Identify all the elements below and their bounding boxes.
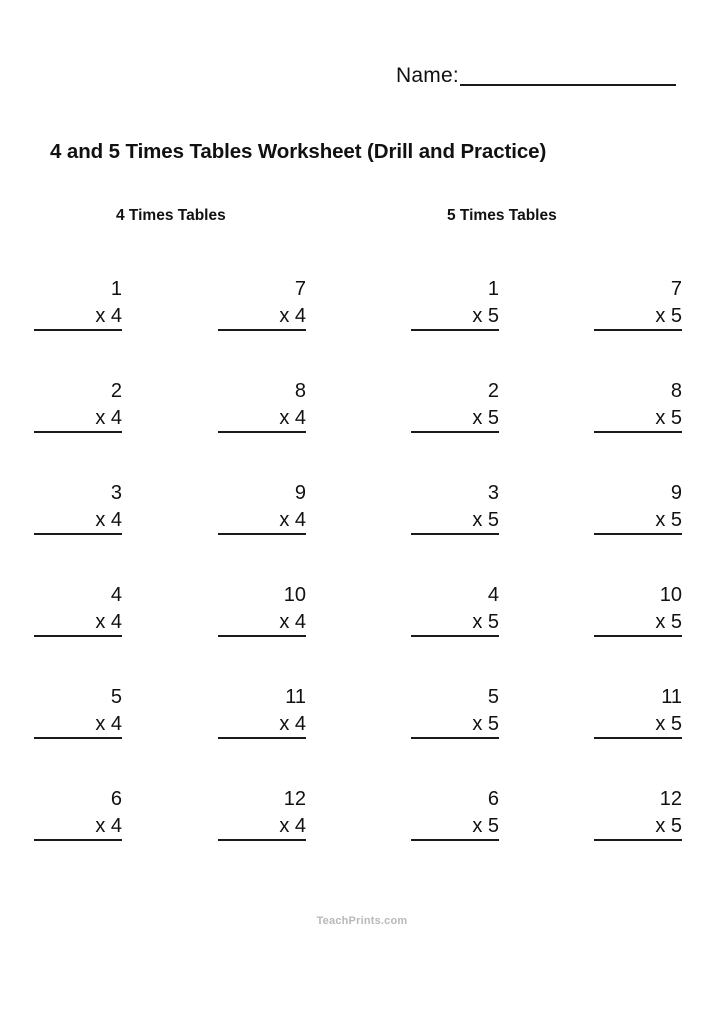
problem-item <box>594 380 716 433</box>
problem-operand-top: 7 <box>670 278 682 300</box>
problem-item <box>34 380 156 433</box>
problem-item <box>218 278 340 331</box>
problem-operand-top: 8 <box>670 380 682 402</box>
answer-rule[interactable] <box>411 431 499 433</box>
problem-operand-top: 2 <box>487 380 499 402</box>
problem-operand-top: 9 <box>670 482 682 504</box>
answer-rule[interactable] <box>411 533 499 535</box>
problem-row <box>0 584 724 686</box>
answer-rule[interactable] <box>34 533 122 535</box>
problem-operand-top: 12 <box>659 788 682 810</box>
problem-operand-top: 10 <box>283 584 306 606</box>
problem-operand-top: 3 <box>110 482 122 504</box>
answer-rule[interactable] <box>34 737 122 739</box>
problem-item <box>594 278 716 331</box>
problem-item <box>411 584 533 637</box>
problem-operand-top: 9 <box>294 482 306 504</box>
name-field-row <box>396 64 676 86</box>
answer-rule[interactable] <box>218 329 306 331</box>
answer-rule[interactable] <box>594 635 682 637</box>
problem-operand-bottom: x 5 <box>655 509 682 531</box>
problem-operand-top: 5 <box>487 686 499 708</box>
answer-rule[interactable] <box>218 839 306 841</box>
problem-operand-top: 3 <box>487 482 499 504</box>
problem-operand-bottom: x 4 <box>279 713 306 735</box>
problem-operand-bottom: x 5 <box>472 815 499 837</box>
problem-item <box>34 584 156 637</box>
page-title: 4 and 5 Times Tables Worksheet (Drill and Practice) <box>50 140 547 163</box>
problem-item <box>34 686 156 739</box>
problem-operand-top: 1 <box>110 278 122 300</box>
footer-brand: TeachPrints.com <box>316 915 408 927</box>
section-heading-5-times-tables: 5 Times Tables <box>447 207 557 224</box>
problem-operand-bottom: x 4 <box>95 305 122 327</box>
problem-operand-top: 4 <box>110 584 122 606</box>
problem-item <box>34 482 156 535</box>
problem-row <box>0 482 724 584</box>
answer-rule[interactable] <box>218 533 306 535</box>
answer-rule[interactable] <box>594 737 682 739</box>
problem-operand-bottom: x 4 <box>279 305 306 327</box>
problem-operand-top: 11 <box>661 686 682 708</box>
answer-rule[interactable] <box>218 737 306 739</box>
problem-operand-bottom: x 5 <box>472 509 499 531</box>
problem-operand-top: 5 <box>110 686 122 708</box>
problem-operand-bottom: x 5 <box>655 815 682 837</box>
problem-operand-bottom: x 5 <box>655 611 682 633</box>
answer-rule[interactable] <box>594 431 682 433</box>
problem-operand-top: 1 <box>487 278 499 300</box>
answer-rule[interactable] <box>594 533 682 535</box>
answer-rule[interactable] <box>411 839 499 841</box>
problem-item <box>411 380 533 433</box>
problem-operand-top: 6 <box>487 788 499 810</box>
answer-rule[interactable] <box>34 635 122 637</box>
problem-operand-bottom: x 4 <box>279 509 306 531</box>
problem-operand-bottom: x 4 <box>279 611 306 633</box>
name-write-in-blank[interactable] <box>460 64 676 86</box>
problem-row <box>0 686 724 788</box>
problem-operand-bottom: x 5 <box>472 407 499 429</box>
problem-operand-top: 12 <box>283 788 306 810</box>
problem-operand-bottom: x 4 <box>95 713 122 735</box>
problem-item <box>218 482 340 535</box>
problem-operand-top: 6 <box>110 788 122 810</box>
problem-item <box>218 584 340 637</box>
problem-operand-bottom: x 4 <box>95 509 122 531</box>
answer-rule[interactable] <box>218 431 306 433</box>
problem-operand-bottom: x 5 <box>472 713 499 735</box>
problem-operand-top: 10 <box>659 584 682 606</box>
problem-item <box>594 584 716 637</box>
problem-operand-top: 7 <box>294 278 306 300</box>
problem-operand-top: 8 <box>294 380 306 402</box>
problem-operand-bottom: x 5 <box>655 305 682 327</box>
name-label: Name: <box>396 64 459 87</box>
answer-rule[interactable] <box>218 635 306 637</box>
answer-rule[interactable] <box>594 329 682 331</box>
answer-rule[interactable] <box>411 635 499 637</box>
problem-item <box>218 788 340 841</box>
problem-item <box>218 380 340 433</box>
problem-row <box>0 788 724 890</box>
problem-operand-bottom: x 5 <box>655 407 682 429</box>
problem-operand-top: 2 <box>110 380 122 402</box>
problem-operand-bottom: x 5 <box>472 305 499 327</box>
problem-item <box>34 278 156 331</box>
problem-item <box>411 482 533 535</box>
answer-rule[interactable] <box>34 839 122 841</box>
problem-item <box>594 686 716 739</box>
problem-operand-bottom: x 5 <box>472 611 499 633</box>
problem-grid <box>0 278 724 890</box>
answer-rule[interactable] <box>411 737 499 739</box>
problem-item <box>594 788 716 841</box>
problem-item <box>411 278 533 331</box>
problem-row <box>0 278 724 380</box>
problem-operand-bottom: x 4 <box>95 611 122 633</box>
problem-item <box>594 482 716 535</box>
problem-item <box>411 788 533 841</box>
answer-rule[interactable] <box>411 329 499 331</box>
section-heading-4-times-tables: 4 Times Tables <box>116 207 226 224</box>
problem-item <box>218 686 340 739</box>
problem-operand-bottom: x 5 <box>655 713 682 735</box>
problem-operand-bottom: x 4 <box>95 407 122 429</box>
answer-rule[interactable] <box>34 329 122 331</box>
section-heading-row <box>0 207 724 233</box>
problem-operand-bottom: x 4 <box>279 815 306 837</box>
problem-operand-top: 11 <box>285 686 306 708</box>
problem-operand-top: 4 <box>487 584 499 606</box>
problem-item <box>411 686 533 739</box>
problem-operand-bottom: x 4 <box>279 407 306 429</box>
answer-rule[interactable] <box>34 431 122 433</box>
problem-item <box>34 788 156 841</box>
problem-operand-bottom: x 4 <box>95 815 122 837</box>
answer-rule[interactable] <box>594 839 682 841</box>
problem-row <box>0 380 724 482</box>
